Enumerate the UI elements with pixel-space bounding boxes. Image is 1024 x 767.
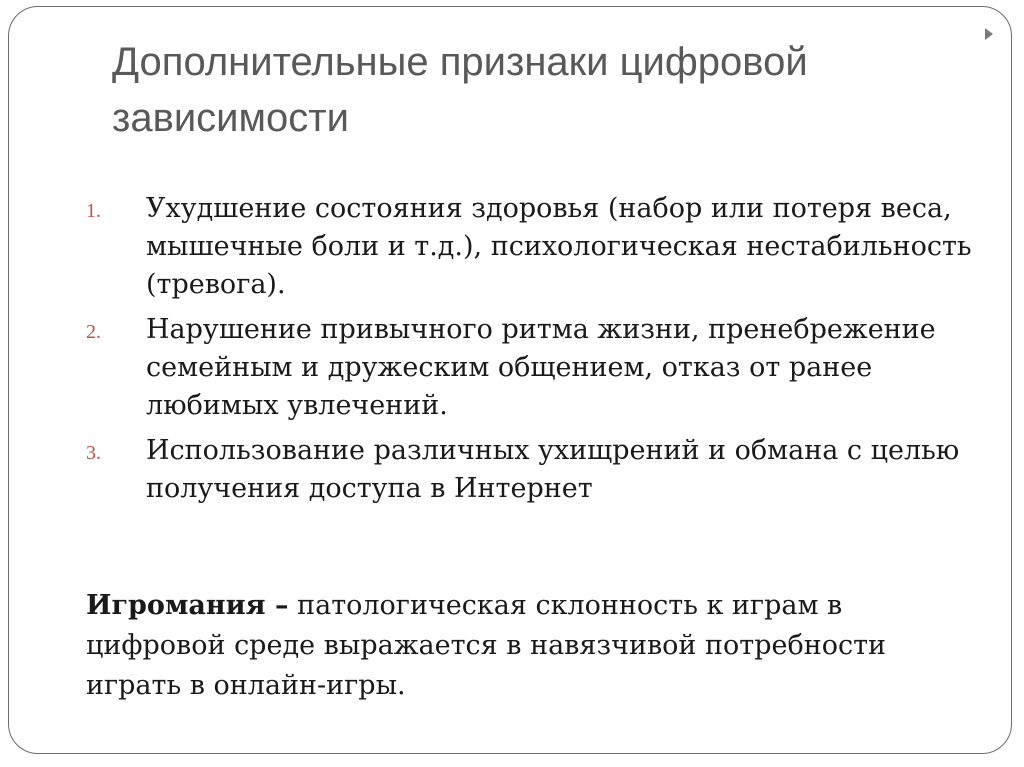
- list-item-number: 1.: [86, 200, 101, 222]
- list-item-number: 2.: [86, 321, 101, 343]
- list-item-text: Нарушение привычного ритма жизни, пренебрежение семейным и дружеским общением, отказ от ранее любимых увлечений.: [146, 314, 936, 421]
- list-item-text: Ухудшение состояния здоровья (набор или потеря веса, мышечные боли и т.д.), психологическая нестабильность (тревога).: [146, 193, 972, 300]
- list-item-text: Использование различных ухищрений и обмана с целью получения доступа в Интернет: [146, 435, 960, 504]
- corner-arrow-icon: [985, 28, 993, 40]
- list-item-number: 3.: [86, 442, 101, 464]
- list-item: [86, 311, 986, 425]
- list-item: [86, 190, 986, 304]
- slide-title: Дополнительные признаки цифровой зависимости: [112, 40, 808, 140]
- definition-text: патологическая склонность к играм в цифровой среде выражается в навязчивой потребности играть в онлайн-игры.: [86, 590, 887, 701]
- signs-list: [86, 190, 986, 515]
- list-item: [86, 432, 986, 508]
- definition-term: Игромания –: [86, 590, 289, 621]
- definition-paragraph: [86, 586, 986, 706]
